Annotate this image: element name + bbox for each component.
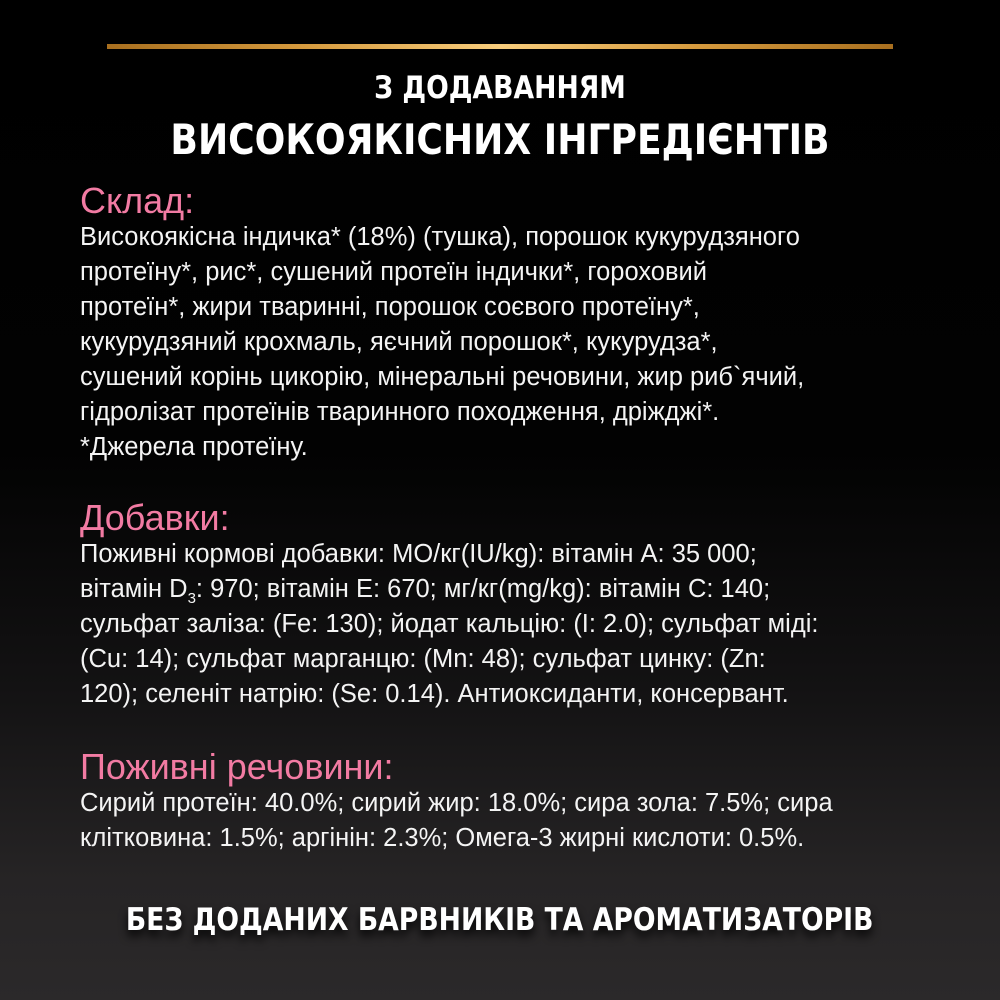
- nutrients-line: Сирий протеїн: 40.0%; сирий жир: 18.0%; сира зола: 7.5%; сира: [80, 789, 833, 817]
- additives-line: сульфат заліза: (Fe: 130); йодат кальцію: (I: 2.0); сульфат міді:: [80, 610, 819, 638]
- additives-line: 120); селеніт натрію: (Se: 0.14). Антиоксиданти, консервант.: [80, 680, 789, 708]
- content: [80, 182, 970, 856]
- additives-line-rest: : 970; вітамін E: 670; мг/кг(mg/kg): вітамін C: 140;: [195, 575, 771, 603]
- header-title: ВИСОКОЯКІСНИХ ІНГРЕДІЄНТІВ: [170, 115, 830, 164]
- composition-line: Високоякісна індичка* (18%) (тушка), порошок кукурудзяного: [80, 223, 800, 251]
- nutrients-line: клітковина: 1.5%; аргінін: 2.3%; Омега-3 жирні кислоти: 0.5%.: [80, 824, 805, 852]
- composition-title: Склад:: [80, 180, 195, 221]
- additives-line: (Cu: 14); сульфат марганцю: (Mn: 48); сульфат цинку: (Zn:: [80, 645, 766, 673]
- additives-line: Поживні кормові добавки: МО/кг(IU/kg): вітамін A: 35 000;: [80, 540, 757, 568]
- composition-line: сушений корінь цикорію, мінеральні речовини, жир риб`ячий,: [80, 363, 805, 391]
- additives-body: [80, 537, 970, 712]
- header-subtitle: З ДОДАВАННЯМ: [374, 70, 626, 106]
- composition-line: гідролізат протеїнів тваринного походження, дріжджі*.: [80, 398, 720, 426]
- vitamin-d-subscript: 3: [187, 590, 196, 607]
- nutrients-section: [80, 748, 970, 856]
- header: [0, 68, 1000, 166]
- composition-footnote: *Джерела протеїну.: [80, 433, 308, 461]
- nutrients-body: [80, 786, 970, 856]
- footer-text: БЕЗ ДОДАНИХ БАРВНИКІВ ТА АРОМАТИЗАТОРІВ: [126, 902, 874, 938]
- gold-divider-line: [107, 44, 893, 49]
- composition-body: [80, 220, 970, 465]
- footer-claim: [0, 900, 1000, 940]
- composition-line: кукурудзяний крохмаль, яєчний порошок*, кукурудза*,: [80, 328, 718, 356]
- additives-line: [80, 572, 970, 607]
- composition-line: протеїну*, рис*, сушений протеїн індички*, гороховий: [80, 258, 708, 286]
- composition-section: [80, 182, 970, 465]
- vitamin-d-label: вітамін D: [80, 575, 188, 603]
- additives-section: [80, 499, 970, 712]
- nutrients-title: Поживні речовини:: [80, 746, 394, 787]
- composition-line: протеїн*, жири тваринні, порошок соєвого протеїну*,: [80, 293, 700, 321]
- additives-title: Добавки:: [80, 497, 230, 538]
